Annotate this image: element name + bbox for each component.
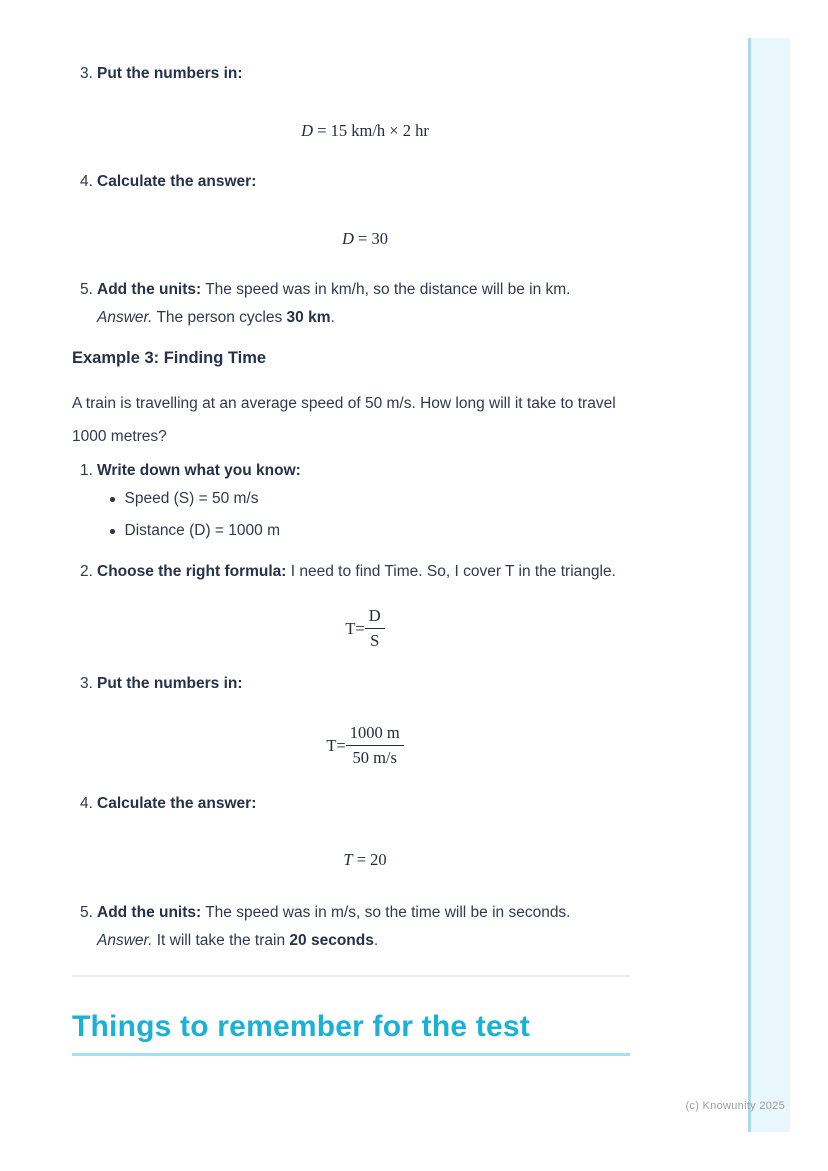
formula-variable: T [326,735,337,755]
answer-text: The person cycles [152,309,287,326]
example-3-heading: Example 3: Finding Time [72,349,267,367]
step-text: The speed was in m/s, so the time will be in seconds. [201,904,571,921]
fraction [365,604,385,653]
step-number: 1. [80,462,93,479]
step-number: 3. [80,675,93,692]
section-heading: Things to remember for the test [72,1010,530,1043]
step-5-add-units [72,276,630,332]
step-3-put-numbers [72,60,630,88]
step-label: Add the units: [97,904,202,921]
step-5-add-units-time [72,899,630,955]
bullet-text: Speed (S) = 50 m/s [124,490,259,507]
step-number: 4. [80,795,93,812]
step-text: I need to find Time. So, I cover T in the triangle. [286,563,616,580]
formula-expression: = 20 [352,850,387,869]
answer-label: Answer. [97,309,153,326]
formula-time-result [72,846,630,874]
step-label: Calculate the answer: [97,173,257,190]
step-label: Choose the right formula: [97,563,287,580]
example-3-intro: A train is travelling at an average speed of 50 m/s. How long will it take to travel 1000 metres? [72,395,616,445]
step-label: Put the numbers in: [97,675,243,692]
step-label: Calculate the answer: [97,795,257,812]
equals-sign: = [336,735,346,755]
formula-time-substitution [72,721,630,770]
bullet-distance [72,517,630,545]
step-number: 3. [80,65,93,82]
formula-time-triangle [72,604,630,653]
fraction-numerator: 1000 m [349,723,400,742]
formula-variable: D [301,121,314,140]
step-3-put-numbers-time [72,670,630,698]
equals-sign: = [355,618,365,638]
bullet-speed [72,485,630,513]
bullet-text: Distance (D) = 1000 m [124,522,280,539]
step-2-choose-formula [72,558,630,586]
answer-text: It will take the train [152,932,290,949]
answer-value: 20 seconds [289,932,374,949]
page-content [72,0,630,1056]
step-number: 4. [80,173,93,190]
formula-variable: T [345,618,356,638]
step-1-write-down [72,457,630,485]
formula-expression: = 15 km/h × 2 hr [313,121,429,140]
step-4-calculate-time [72,790,630,818]
step-number: 2. [80,563,93,580]
step-number: 5. [80,281,93,298]
formula-expression: = 30 [353,229,388,248]
page-edge-accent-strip [748,38,790,1132]
answer-period: . [373,932,379,949]
fraction-numerator: D [368,606,381,625]
fraction [346,721,404,770]
section-heading-underline [72,1053,630,1056]
bullet-dot-icon [110,497,115,502]
formula-variable: D [342,229,354,248]
copyright-watermark: (c) Knowunity 2025 [685,1100,785,1112]
section-divider [72,975,630,977]
step-label: Put the numbers in: [97,65,243,82]
step-number: 5. [80,904,93,921]
formula-distance-result [72,225,630,253]
answer-period: . [330,309,335,326]
fraction-denominator: S [365,628,385,653]
formula-variable: T [343,850,353,869]
answer-label: Answer. [97,932,153,949]
step-label: Add the units: [97,281,202,298]
step-text: The speed was in km/h, so the distance will be in km. [201,281,571,298]
step-label: Write down what you know: [97,462,301,479]
step-4-calculate [72,168,630,196]
formula-distance-substitution [72,117,630,145]
bullet-dot-icon [110,529,115,534]
answer-value: 30 km [286,309,331,326]
fraction-denominator: 50 m/s [346,745,404,770]
